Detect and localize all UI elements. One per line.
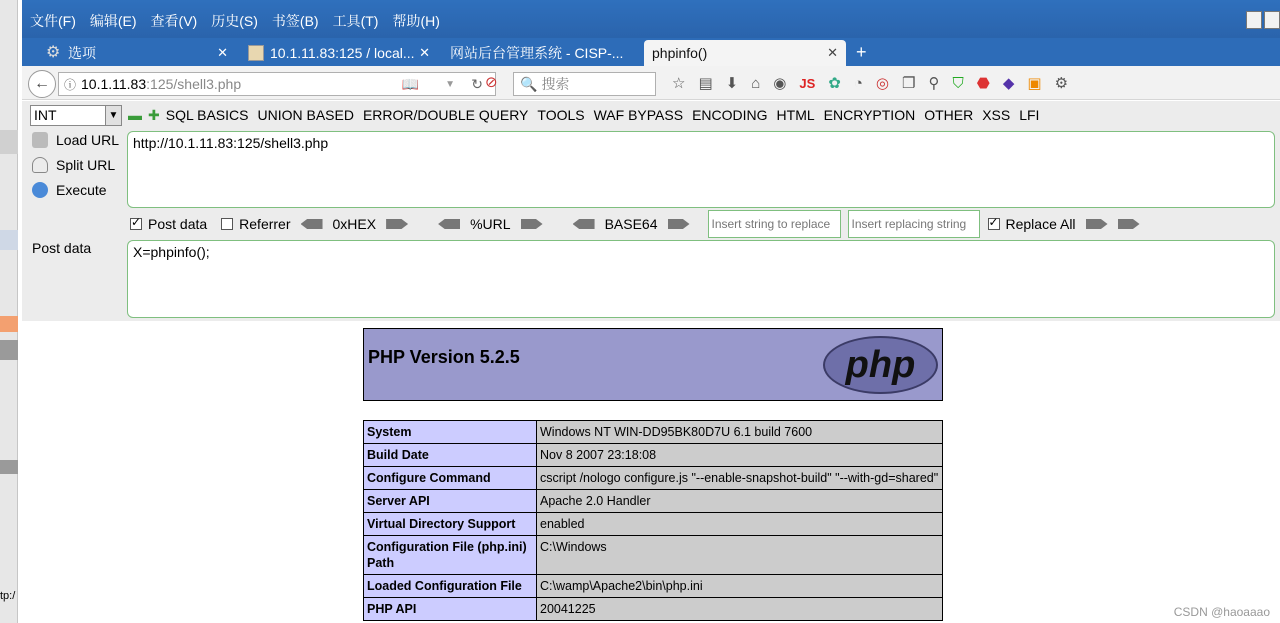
play-icon: [32, 182, 48, 198]
menu-encryption[interactable]: ENCRYPTION: [823, 107, 916, 123]
menu-xss[interactable]: XSS: [982, 107, 1011, 123]
menu-union-based[interactable]: UNION BASED: [257, 107, 354, 123]
tab-phpmyadmin[interactable]: [240, 40, 438, 66]
background-window-strip: [0, 0, 18, 623]
split-url-label: Split URL: [56, 157, 116, 173]
replace-arrow-icon[interactable]: [1086, 219, 1108, 229]
close-tab-icon[interactable]: ✕: [217, 45, 228, 60]
plus-icon[interactable]: ✚: [148, 107, 160, 123]
toolbar-icons: [672, 73, 1081, 93]
phpinfo-key: Virtual Directory Support: [364, 513, 537, 536]
reload-icon[interactable]: ↻: [471, 75, 483, 92]
menu-html[interactable]: HTML: [776, 107, 815, 123]
phpinfo-key: Loaded Configuration File: [364, 575, 537, 598]
phpinfo-value: Windows NT WIN-DD95BK80D7U 6.1 build 7600: [537, 421, 943, 444]
close-tab-icon[interactable]: ✕: [827, 45, 838, 60]
minimize-button[interactable]: [1246, 11, 1262, 29]
phpinfo-value: C:\Windows: [537, 536, 943, 575]
search-icon: 🔍: [520, 75, 538, 92]
base64-label: BASE64: [604, 216, 658, 232]
menu-other[interactable]: OTHER: [924, 107, 974, 123]
menu-waf-bypass[interactable]: WAF BYPASS: [593, 107, 684, 123]
post-data-checkbox-label: Post data: [148, 216, 208, 232]
menu-tools[interactable]: 工具(T): [332, 13, 379, 29]
chevron-down-icon: ▼: [105, 106, 121, 125]
restore-button[interactable]: [1264, 11, 1280, 29]
menu-file[interactable]: 文件(F): [30, 13, 76, 29]
watermark: CSDN @haoaaao: [1173, 605, 1270, 619]
replacing-string-input[interactable]: Insert replacing string: [848, 210, 980, 238]
options-row: [130, 211, 1150, 237]
php-logo: php: [823, 336, 938, 394]
referrer-checkbox[interactable]: [221, 218, 233, 230]
phpinfo-row: [364, 513, 943, 536]
phpinfo-key: Build Date: [364, 444, 537, 467]
url-decode-arrow-icon[interactable]: [438, 219, 460, 229]
adblock-icon[interactable]: ⬣: [976, 75, 990, 92]
phpinfo-row: [364, 444, 943, 467]
phpinfo-value: Apache 2.0 Handler: [537, 490, 943, 513]
menu-help[interactable]: 帮助(H): [392, 13, 440, 29]
menu-view[interactable]: 查看(V): [150, 13, 198, 29]
layers-icon[interactable]: ◆: [1002, 75, 1015, 92]
phpinfo-value: 20041225: [537, 598, 943, 621]
url-textarea[interactable]: http://10.1.11.83:125/shell3.php: [127, 131, 1275, 208]
tab-options[interactable]: [38, 40, 236, 66]
globe-icon[interactable]: ◉: [773, 75, 787, 92]
search-input[interactable]: [513, 72, 656, 96]
phpinfo-key: Server API: [364, 490, 537, 513]
phpinfo-row: [364, 575, 943, 598]
url-bar[interactable]: [58, 72, 496, 96]
menu-lfi[interactable]: LFI: [1019, 107, 1040, 123]
tab-phpinfo[interactable]: [644, 40, 846, 66]
navigation-bar: [22, 66, 1280, 100]
menu-edit[interactable]: 编辑(E): [89, 13, 137, 29]
phpinfo-row: [364, 536, 943, 575]
phpinfo-value: Nov 8 2007 23:18:08: [537, 444, 943, 467]
base64-decode-arrow-icon[interactable]: [573, 219, 595, 229]
phpinfo-row: [364, 421, 943, 444]
minus-icon[interactable]: ▬: [128, 107, 142, 123]
dropdown-icon[interactable]: ▼: [445, 78, 455, 90]
hackbar-panel: [22, 101, 1280, 321]
menu-sql-basics[interactable]: SQL BASICS: [165, 107, 249, 123]
split-url-button[interactable]: [32, 157, 115, 173]
php-version-title: PHP Version 5.2.5: [368, 347, 520, 367]
close-tab-icon[interactable]: ✕: [419, 45, 430, 60]
search-placeholder: 搜索: [541, 76, 570, 92]
download-icon[interactable]: ⬇: [725, 75, 739, 92]
phpinfo-value: enabled: [537, 513, 943, 536]
hex-label: 0xHEX: [332, 216, 377, 232]
hex-decode-arrow-icon[interactable]: [301, 219, 323, 229]
injection-type-select[interactable]: [30, 105, 122, 126]
tab-label: phpinfo(): [652, 45, 708, 61]
phpinfo-key: PHP API: [364, 598, 537, 621]
url-encode-arrow-icon[interactable]: [521, 219, 543, 229]
hex-encode-arrow-icon[interactable]: [386, 219, 408, 229]
phpinfo-key: Configuration File (php.ini) Path: [364, 536, 537, 575]
post-data-label: Post data: [32, 240, 92, 256]
phpinfo-table: [363, 420, 943, 621]
replace-all-arrow-icon[interactable]: [1118, 219, 1140, 229]
shield-icon[interactable]: ⛉: [952, 74, 964, 92]
frame-icon[interactable]: ▣: [1027, 75, 1042, 92]
target-icon[interactable]: ◎: [875, 75, 890, 92]
url-encode-label: %URL: [470, 216, 511, 232]
replace-string-input[interactable]: Insert string to replace: [708, 210, 841, 238]
phpinfo-value: cscript /nologo configure.js "--enable-snapshot-build" "--with-gd=shared": [537, 467, 943, 490]
page-icon: [248, 45, 264, 61]
split-icon: [32, 157, 48, 173]
new-tab-button[interactable]: +: [856, 42, 867, 62]
palette-icon[interactable]: ◔: [853, 74, 863, 92]
referrer-checkbox-label: Referrer: [239, 216, 291, 232]
color-icon[interactable]: ✿: [828, 75, 841, 92]
block-icon[interactable]: ⊘: [485, 74, 498, 91]
phpinfo-key: Configure Command: [364, 467, 537, 490]
zoom-icon[interactable]: ⚲: [928, 75, 940, 92]
load-url-label: Load URL: [56, 132, 120, 148]
execute-button[interactable]: [32, 182, 107, 198]
info-icon[interactable]: ⓘ: [63, 77, 76, 92]
tab-strip: [22, 38, 1280, 66]
settings-icon[interactable]: ⚙: [1054, 75, 1069, 92]
menu-encoding[interactable]: ENCODING: [692, 107, 768, 123]
url-path: :125/shell3.php: [146, 76, 242, 92]
menu-bookmarks[interactable]: 书签(B): [271, 13, 319, 29]
menu-tools[interactable]: TOOLS: [537, 107, 585, 123]
select-value: INT: [34, 107, 57, 123]
post-data-checkbox[interactable]: [130, 218, 142, 230]
background-window-text: tp:/: [0, 590, 16, 602]
post-data-textarea[interactable]: X=phpinfo();: [127, 240, 1275, 318]
tab-label: 10.1.11.83:125 / local...: [270, 45, 415, 61]
phpinfo-row: [364, 467, 943, 490]
execute-label: Execute: [56, 182, 107, 198]
load-icon: [32, 132, 48, 148]
home-icon[interactable]: ⌂: [751, 74, 761, 92]
hackbar-menu: [128, 107, 1048, 124]
library-icon[interactable]: ▤: [698, 75, 713, 92]
phpinfo-value: C:\wamp\Apache2\bin\php.ini: [537, 575, 943, 598]
js-icon[interactable]: JS: [799, 75, 816, 91]
replace-all-checkbox[interactable]: [988, 218, 1000, 230]
menu-error-double-query[interactable]: ERROR/DOUBLE QUERY: [362, 107, 529, 123]
menu-history[interactable]: 历史(S): [211, 13, 258, 29]
load-url-button[interactable]: [32, 132, 119, 148]
replace-all-label: Replace All: [1005, 216, 1076, 232]
gear-icon: ⚙: [46, 44, 61, 61]
back-button[interactable]: ←: [28, 70, 56, 98]
menu-bar: [22, 0, 1280, 40]
reader-icon[interactable]: 📖: [401, 75, 419, 92]
tab-label: 网站后台管理系统 - CISP-...: [450, 45, 624, 61]
phpinfo-row: [364, 490, 943, 513]
phpinfo-header: [363, 328, 943, 401]
copy-icon[interactable]: ❐: [902, 75, 916, 92]
bookmark-star-icon[interactable]: ☆: [672, 75, 686, 92]
tab-admin-system[interactable]: [442, 40, 640, 66]
phpinfo-row: [364, 598, 943, 621]
page-content: [22, 321, 1280, 623]
tab-label: 选项: [68, 45, 96, 61]
url-host: 10.1.11.83: [81, 76, 147, 92]
phpinfo-key: System: [364, 421, 537, 444]
base64-encode-arrow-icon[interactable]: [668, 219, 690, 229]
